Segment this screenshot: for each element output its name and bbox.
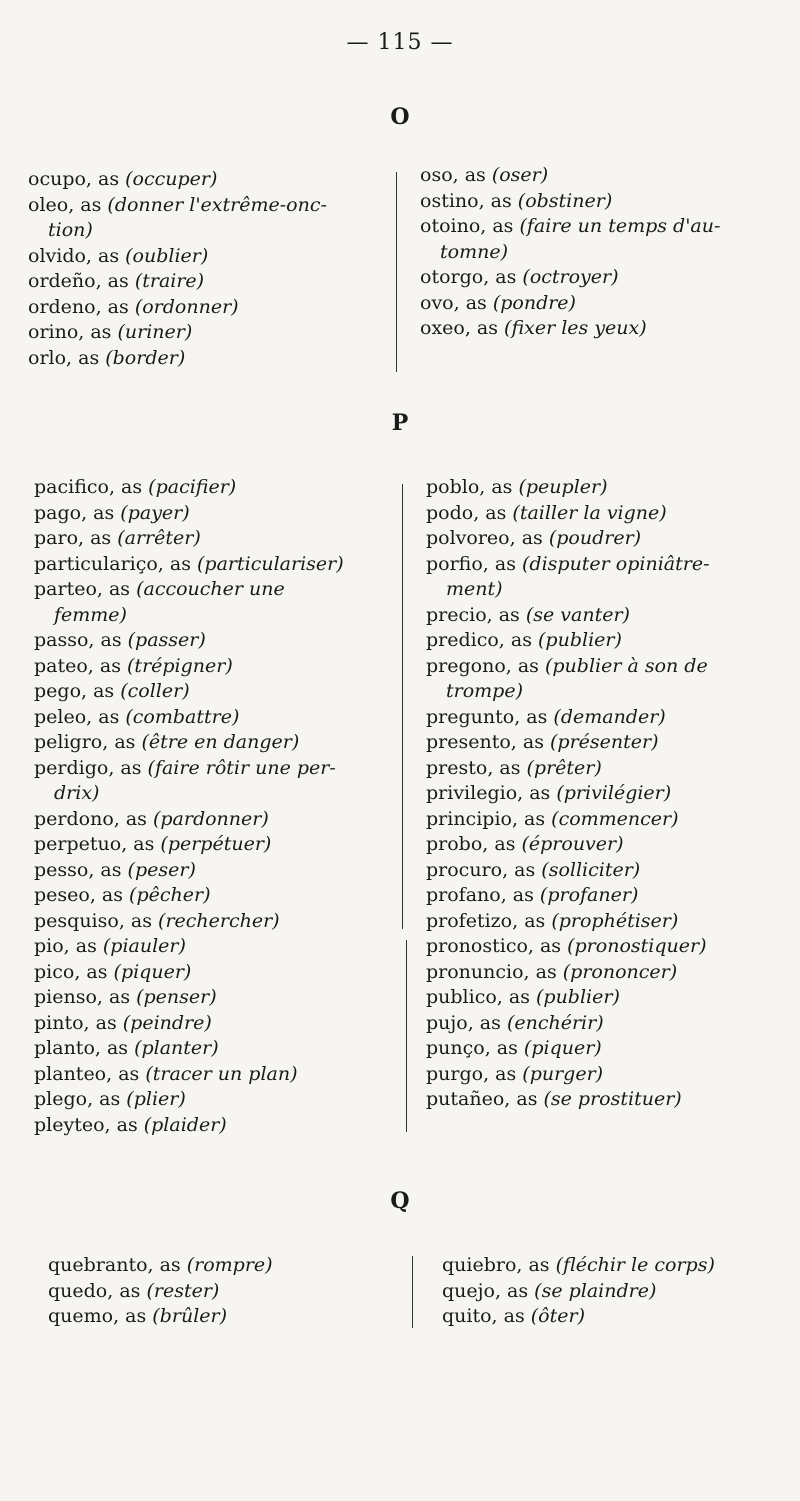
entry-line [48,1304,273,1330]
french-gloss: (solliciter) [541,858,641,881]
french-gloss: (payer) [120,501,190,524]
entry-line [426,909,710,935]
french-gloss: (traire) [134,270,205,292]
entry-line [34,1113,344,1139]
french-gloss: (occuper) [125,168,218,190]
french-gloss: (donner l'extrême-onc- [107,193,327,216]
latin-verb: pego, as [34,680,121,702]
entry-line [34,1087,344,1113]
dictionary-entry [426,883,710,909]
latin-verb: procuro, as [426,858,542,881]
dictionary-entry [442,1253,715,1279]
dictionary-entry [34,577,344,628]
dictionary-entry [28,346,327,372]
french-gloss: (rechercher) [158,909,280,932]
french-gloss: (penser) [136,986,217,1008]
entry-continuation-line [426,679,710,705]
entry-line [28,320,327,346]
entry-line [426,883,710,909]
latin-verb: porfio, as [426,552,522,575]
entry-line [34,577,344,603]
french-gloss: trompe) [446,680,523,702]
dictionary-entry [34,985,344,1011]
latin-verb: perpetuo, as [34,833,161,855]
section-p-right-column [426,475,710,1113]
latin-verb: probo, as [426,833,522,855]
latin-verb: pleyteo, as [34,1113,144,1136]
french-gloss: tion) [48,219,93,241]
french-gloss: tomne) [440,240,508,263]
latin-verb: ordeño, as [28,270,135,292]
french-gloss: (pardonner) [152,807,269,830]
dictionary-entry [34,501,344,527]
french-gloss: (ôter) [530,1305,585,1327]
french-gloss: (publier) [536,986,620,1008]
dictionary-entry [34,730,344,756]
dictionary-entry [34,628,344,654]
entry-line [426,807,710,833]
column-divider [396,172,397,372]
french-gloss: (se vanter) [525,603,630,626]
french-gloss: (particulariser) [197,552,344,575]
dictionary-entry [426,960,710,986]
dictionary-entry [426,526,710,552]
latin-verb: parteo, as [34,578,137,600]
entry-line [34,807,344,833]
latin-verb: pronostico, as [426,935,568,957]
dictionary-entry [34,1011,344,1037]
entry-continuation-line [34,603,344,629]
dictionary-entry [420,316,720,342]
french-gloss: (publier) [538,629,622,651]
dictionary-entry [34,1062,344,1088]
dictionary-entry [442,1304,715,1330]
french-gloss: (prononcer) [562,960,678,983]
entry-line [28,269,327,295]
latin-verb: pienso, as [34,986,137,1008]
entry-line [34,526,344,552]
dictionary-entry [426,858,710,884]
entry-line [48,1253,273,1279]
latin-verb: peligro, as [34,731,142,753]
latin-verb: pago, as [34,501,121,524]
french-gloss: ment) [446,578,503,600]
section-o-right-column [420,163,720,342]
latin-verb: precio, as [426,603,526,626]
entry-line [34,934,344,960]
latin-verb: pesquiso, as [34,909,159,932]
french-gloss: (prophétiser) [551,909,679,932]
french-gloss: (faire rôtir une per- [147,756,336,779]
entry-line [442,1279,715,1305]
dictionary-entry [34,705,344,731]
entry-line [34,985,344,1011]
dictionary-entry [34,934,344,960]
latin-verb: predico, as [426,629,539,651]
entry-line [426,705,710,731]
french-gloss: (peupler) [518,476,608,498]
entry-line [426,654,710,680]
french-gloss: (tracer un plan) [145,1062,298,1085]
entry-line [34,552,344,578]
entry-line [48,1279,273,1305]
dictionary-entry [426,501,710,527]
section-letter-q: Q [390,1188,410,1214]
latin-verb: orlo, as [28,346,106,369]
dictionary-entry [426,552,710,603]
latin-verb: quebranto, as [48,1254,187,1276]
entry-line [34,858,344,884]
section-letter-p: P [391,410,409,436]
dictionary-entry [48,1253,273,1279]
dictionary-entry [426,807,710,833]
column-divider [402,484,403,929]
entry-line [426,985,710,1011]
entry-line [34,1036,344,1062]
latin-verb: profetizo, as [426,909,552,932]
dictionary-entry [34,1113,344,1139]
latin-verb: particulariço, as [34,552,198,575]
french-gloss: (poudrer) [548,527,642,549]
latin-verb: pujo, as [426,1011,507,1034]
latin-verb: pregunto, as [426,705,554,728]
entry-line [420,291,720,317]
entry-line [34,883,344,909]
french-gloss: (obstiner) [517,189,613,212]
dictionary-entry [420,291,720,317]
latin-verb: pico, as [34,960,114,983]
latin-verb: passo, as [34,629,128,651]
latin-verb: principio, as [426,807,552,830]
french-gloss: (combattre) [125,705,240,728]
french-gloss: (tailler la vigne) [512,501,667,524]
french-gloss: (piauler) [102,935,186,957]
french-gloss: (oser) [491,164,549,186]
french-gloss: (oublier) [125,244,209,267]
french-gloss: (accoucher une [136,578,285,600]
dictionary-entry [420,163,720,189]
section-q-right-column [442,1253,715,1330]
french-gloss: (prêter) [526,756,602,779]
latin-verb: presento, as [426,731,550,753]
dictionary-entry [426,475,710,501]
french-gloss: (se prostituer) [543,1088,682,1110]
entry-line [420,265,720,291]
entry-line [426,475,710,501]
french-gloss: femme) [54,603,127,626]
dictionary-entry [48,1304,273,1330]
latin-verb: oxeo, as [420,317,505,339]
entry-continuation-line [28,218,327,244]
latin-verb: polvoreo, as [426,527,549,549]
dictionary-entry [34,654,344,680]
entry-line [420,163,720,189]
french-gloss: (passer) [127,629,206,651]
latin-verb: pio, as [34,935,103,957]
entry-line [426,781,710,807]
french-gloss: (pronostiquer) [567,935,707,957]
french-gloss: (disputer opiniâtre- [522,552,710,575]
dictionary-entry [34,756,344,807]
dictionary-entry [426,1062,710,1088]
entry-line [28,244,327,270]
latin-verb: quito, as [442,1305,531,1327]
entry-line [34,475,344,501]
dictionary-entry [426,603,710,629]
entry-continuation-line [426,577,710,603]
latin-verb: ovo, as [420,291,493,314]
latin-verb: otorgo, as [420,266,523,288]
entry-line [28,346,327,372]
french-gloss: (perpétuer) [160,833,272,855]
entry-line [442,1253,715,1279]
entry-line [442,1304,715,1330]
french-gloss: (purger) [522,1062,604,1085]
latin-verb: peleo, as [34,705,126,728]
entry-line [420,316,720,342]
entry-line [28,295,327,321]
entry-line [426,934,710,960]
dictionary-entry [34,858,344,884]
french-gloss: (octroyer) [522,266,619,288]
entry-line [34,756,344,782]
entry-continuation-line [34,781,344,807]
entry-line [34,1011,344,1037]
latin-verb: ocupo, as [28,168,126,190]
french-gloss: (piquer) [113,960,192,983]
dictionary-entry [34,960,344,986]
french-gloss: (pêcher) [129,884,211,906]
dictionary-entry [28,269,327,295]
latin-verb: pinto, as [34,1011,123,1034]
french-gloss: (présenter) [550,731,659,753]
dictionary-entry [34,883,344,909]
dictionary-entry [28,193,327,244]
dictionary-entry [426,934,710,960]
entry-line [34,705,344,731]
french-gloss: (se plaindre) [534,1279,657,1302]
dictionary-entry [28,295,327,321]
dictionary-entry [28,320,327,346]
latin-verb: peseo, as [34,884,130,906]
entry-line [34,501,344,527]
section-letter-o: O [390,104,410,130]
dictionary-entry [420,189,720,215]
dictionary-entry [34,807,344,833]
dictionary-entry [34,552,344,578]
french-gloss: (fléchir le corps) [555,1254,715,1276]
column-divider [412,1256,413,1328]
section-p-left-column [34,475,344,1138]
entry-line [34,628,344,654]
latin-verb: punço, as [426,1037,524,1059]
french-gloss: (pondre) [492,291,576,314]
dictionary-entry [426,781,710,807]
dictionary-entry [426,1036,710,1062]
column-divider [406,940,407,1132]
french-gloss: (être en danger) [141,731,300,753]
latin-verb: pesso, as [34,858,128,881]
dictionary-entry [426,1087,710,1113]
latin-verb: purgo, as [426,1062,523,1085]
dictionary-entry [426,832,710,858]
dictionary-entry [34,679,344,705]
dictionary-entry [426,1011,710,1037]
dictionary-entry [426,756,710,782]
dictionary-entry [426,909,710,935]
latin-verb: orino, as [28,321,118,343]
dictionary-entry [28,244,327,270]
latin-verb: pregono, as [426,654,545,677]
latin-verb: olvido, as [28,244,126,267]
latin-verb: poblo, as [426,476,519,498]
entry-line [426,858,710,884]
french-gloss: (enchérir) [506,1011,604,1034]
french-gloss: (coller) [120,680,190,702]
french-gloss: (publier à son de [544,654,708,677]
entry-line [420,189,720,215]
dictionary-entry [34,1036,344,1062]
latin-verb: quemo, as [48,1305,153,1327]
latin-verb: ordeno, as [28,295,135,318]
latin-verb: planto, as [34,1037,135,1059]
entry-line [426,832,710,858]
french-gloss: (profaner) [539,884,639,906]
latin-verb: perdono, as [34,807,153,830]
latin-verb: privilegio, as [426,782,557,804]
entry-line [426,501,710,527]
french-gloss: (ordonner) [134,295,239,318]
french-gloss: (plier) [126,1088,186,1110]
french-gloss: drix) [54,782,100,804]
latin-verb: pacifico, as [34,476,149,498]
entry-line [34,909,344,935]
latin-verb: planteo, as [34,1062,146,1085]
french-gloss: (border) [105,346,186,369]
french-gloss: (arrêter) [117,527,201,549]
latin-verb: perdigo, as [34,756,148,779]
french-gloss: (rompre) [186,1254,273,1276]
latin-verb: quedo, as [48,1279,147,1302]
entry-line [420,214,720,240]
french-gloss: (demander) [553,705,666,728]
entry-line [28,193,327,219]
latin-verb: pronuncio, as [426,960,563,983]
latin-verb: quiebro, as [442,1254,556,1276]
french-gloss: (plaider) [143,1113,227,1136]
french-gloss: (rester) [146,1279,220,1302]
entry-line [34,960,344,986]
entry-line [426,960,710,986]
section-q-left-column [48,1253,273,1330]
latin-verb: oleo, as [28,193,108,216]
french-gloss: (brûler) [152,1305,228,1327]
dictionary-entry [426,628,710,654]
entry-line [426,526,710,552]
entry-line [426,730,710,756]
latin-verb: pateo, as [34,654,128,677]
entry-line [34,832,344,858]
french-gloss: (peser) [127,858,196,881]
french-gloss: (peindre) [122,1011,212,1034]
dictionary-entry [28,167,327,193]
latin-verb: publico, as [426,986,536,1008]
french-gloss: (trépigner) [127,654,233,677]
entry-line [34,679,344,705]
dictionary-entry [34,526,344,552]
dictionary-entry [426,654,710,705]
dictionary-entry [442,1279,715,1305]
dictionary-entry [34,909,344,935]
french-gloss: (éprouver) [521,833,624,855]
entry-line [426,552,710,578]
page-number: — 115 — [346,30,454,55]
dictionary-entry [420,265,720,291]
latin-verb: oso, as [420,164,492,186]
dictionary-entry [34,1087,344,1113]
french-gloss: (commencer) [551,807,679,830]
entry-line [426,603,710,629]
entry-line [426,1062,710,1088]
entry-line [28,167,327,193]
entry-line [426,1087,710,1113]
dictionary-entry [48,1279,273,1305]
latin-verb: profano, as [426,884,540,906]
entry-line [34,1062,344,1088]
french-gloss: (faire un temps d'au- [519,215,721,237]
entry-line [426,1036,710,1062]
section-o-left-column [28,167,327,371]
entry-continuation-line [420,240,720,266]
french-gloss: (pacifier) [148,476,237,498]
french-gloss: (privilégier) [556,782,672,804]
latin-verb: putañeo, as [426,1088,544,1110]
entry-line [426,628,710,654]
dictionary-entry [426,705,710,731]
latin-verb: otoino, as [420,215,520,237]
latin-verb: presto, as [426,756,527,779]
latin-verb: plego, as [34,1088,127,1110]
entry-line [426,1011,710,1037]
dictionary-entry [426,730,710,756]
latin-verb: paro, as [34,527,118,549]
latin-verb: ostino, as [420,189,518,212]
entry-line [426,756,710,782]
french-gloss: (uriner) [117,321,193,343]
french-gloss: (piquer) [523,1037,602,1059]
latin-verb: quejo, as [442,1279,535,1302]
latin-verb: podo, as [426,501,513,524]
dictionary-entry [420,214,720,265]
french-gloss: (fixer les yeux) [504,317,647,339]
french-gloss: (planter) [134,1037,219,1059]
entry-line [34,730,344,756]
dictionary-entry [34,475,344,501]
dictionary-entry [34,832,344,858]
dictionary-entry [426,985,710,1011]
entry-line [34,654,344,680]
